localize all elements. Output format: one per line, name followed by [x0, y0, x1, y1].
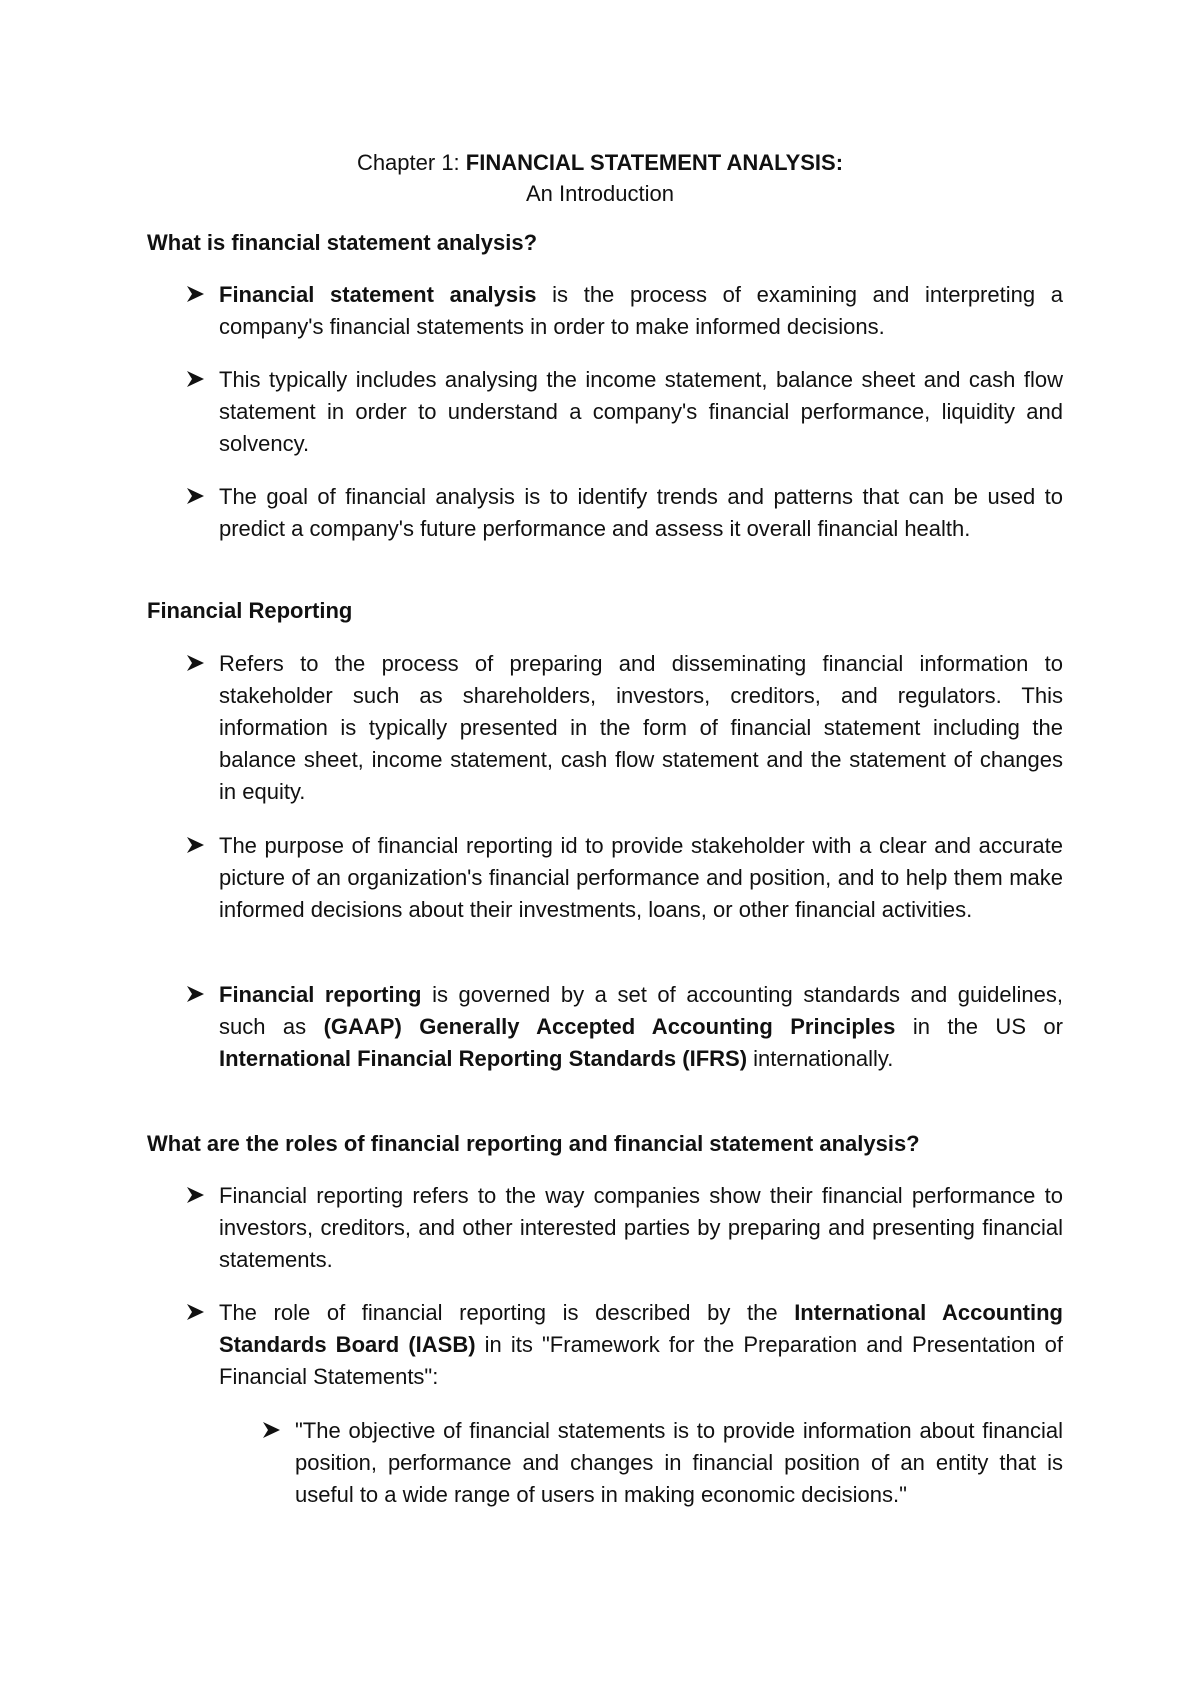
bullet-item — [186, 979, 1063, 1075]
arrow-bullet-icon — [186, 487, 205, 505]
text-run: internationally. — [747, 1046, 894, 1071]
bullet-item — [186, 481, 1063, 545]
bullet-item — [186, 1297, 1063, 1393]
arrow-bullet-icon — [262, 1421, 281, 1439]
text-run: is the process of examining and interpreting a company's financial statements in order to make informed decisions. — [219, 282, 1063, 339]
bullet-text: Refers to the process of preparing and disseminating financial information to stakeholder such as shareholders, investors, creditors, and regulators. This information is typically presented in the form of financial statement including the balance sheet, income statement, cash flow statement and the statement of changes in equity. — [219, 651, 1063, 804]
arrow-bullet-icon — [186, 1303, 205, 1321]
bullet-item — [186, 648, 1063, 808]
bullet-text: "The objective of financial statements is to provide information about financial position, performance and changes in financial position of an entity that is useful to a wide range of users in making economic decisions." — [295, 1418, 1063, 1507]
bullet-text — [219, 1297, 1063, 1393]
document-title — [0, 147, 1200, 209]
text-run: in the US or — [895, 1014, 1063, 1039]
bullet-item — [186, 279, 1063, 343]
text-run: in its "Framework for the Preparation and Presentation of Financial Statements": — [219, 1332, 1063, 1389]
section-heading-roles: What are the roles of financial reporting and financial statement analysis? — [147, 1131, 920, 1156]
bullet-text: The goal of financial analysis is to identify trends and patterns that can be used to predict a company's future performance and assess it overall financial health. — [219, 484, 1063, 541]
bold-term: (GAAP) Generally Accepted Accounting Principles — [323, 1014, 896, 1039]
title-main: FINANCIAL STATEMENT ANALYSIS: — [465, 150, 844, 175]
bullet-text: Financial reporting refers to the way companies show their financial performance to investors, creditors, and other interested parties by preparing and presenting financial statements. — [219, 1183, 1063, 1272]
bullet-text — [219, 979, 1063, 1075]
title-line — [0, 147, 1200, 178]
title-subtitle: An Introduction — [526, 181, 674, 206]
section-heading-what-is-fsa: What is financial statement analysis? — [147, 230, 538, 255]
nested-bullet-item — [262, 1415, 1063, 1511]
text-run: The role of financial reporting is described by the — [219, 1300, 795, 1325]
bold-term: International Financial Reporting Standards (IFRS) — [219, 1046, 748, 1071]
arrow-bullet-icon — [186, 836, 205, 854]
bold-term: Financial reporting — [219, 982, 422, 1007]
bullet-text: This typically includes analysing the income statement, balance sheet and cash flow statement in order to understand a company's financial performance, liquidity and solvency. — [219, 367, 1063, 456]
bullet-item — [186, 1180, 1063, 1276]
arrow-bullet-icon — [186, 1186, 205, 1204]
arrow-bullet-icon — [186, 370, 205, 388]
arrow-bullet-icon — [186, 285, 205, 303]
bold-term: Financial statement analysis — [219, 282, 537, 307]
text-run: is governed by a set of accounting standards and guidelines, such as — [219, 982, 1063, 1039]
section-heading-financial-reporting: Financial Reporting — [147, 598, 353, 623]
bullet-text — [219, 279, 1063, 343]
bullet-text: The purpose of financial reporting id to provide stakeholder with a clear and accurate picture of an organization's financial performance and position, and to help them make informed decisions about their investments, loans, or other financial activities. — [219, 833, 1063, 922]
bold-term: International Accounting Standards Board (IASB) — [219, 1300, 1063, 1357]
title-prefix: Chapter 1: — [356, 150, 466, 175]
bullet-item — [186, 364, 1063, 460]
bullet-item — [186, 830, 1063, 926]
arrow-bullet-icon — [186, 654, 205, 672]
arrow-bullet-icon — [186, 985, 205, 1003]
